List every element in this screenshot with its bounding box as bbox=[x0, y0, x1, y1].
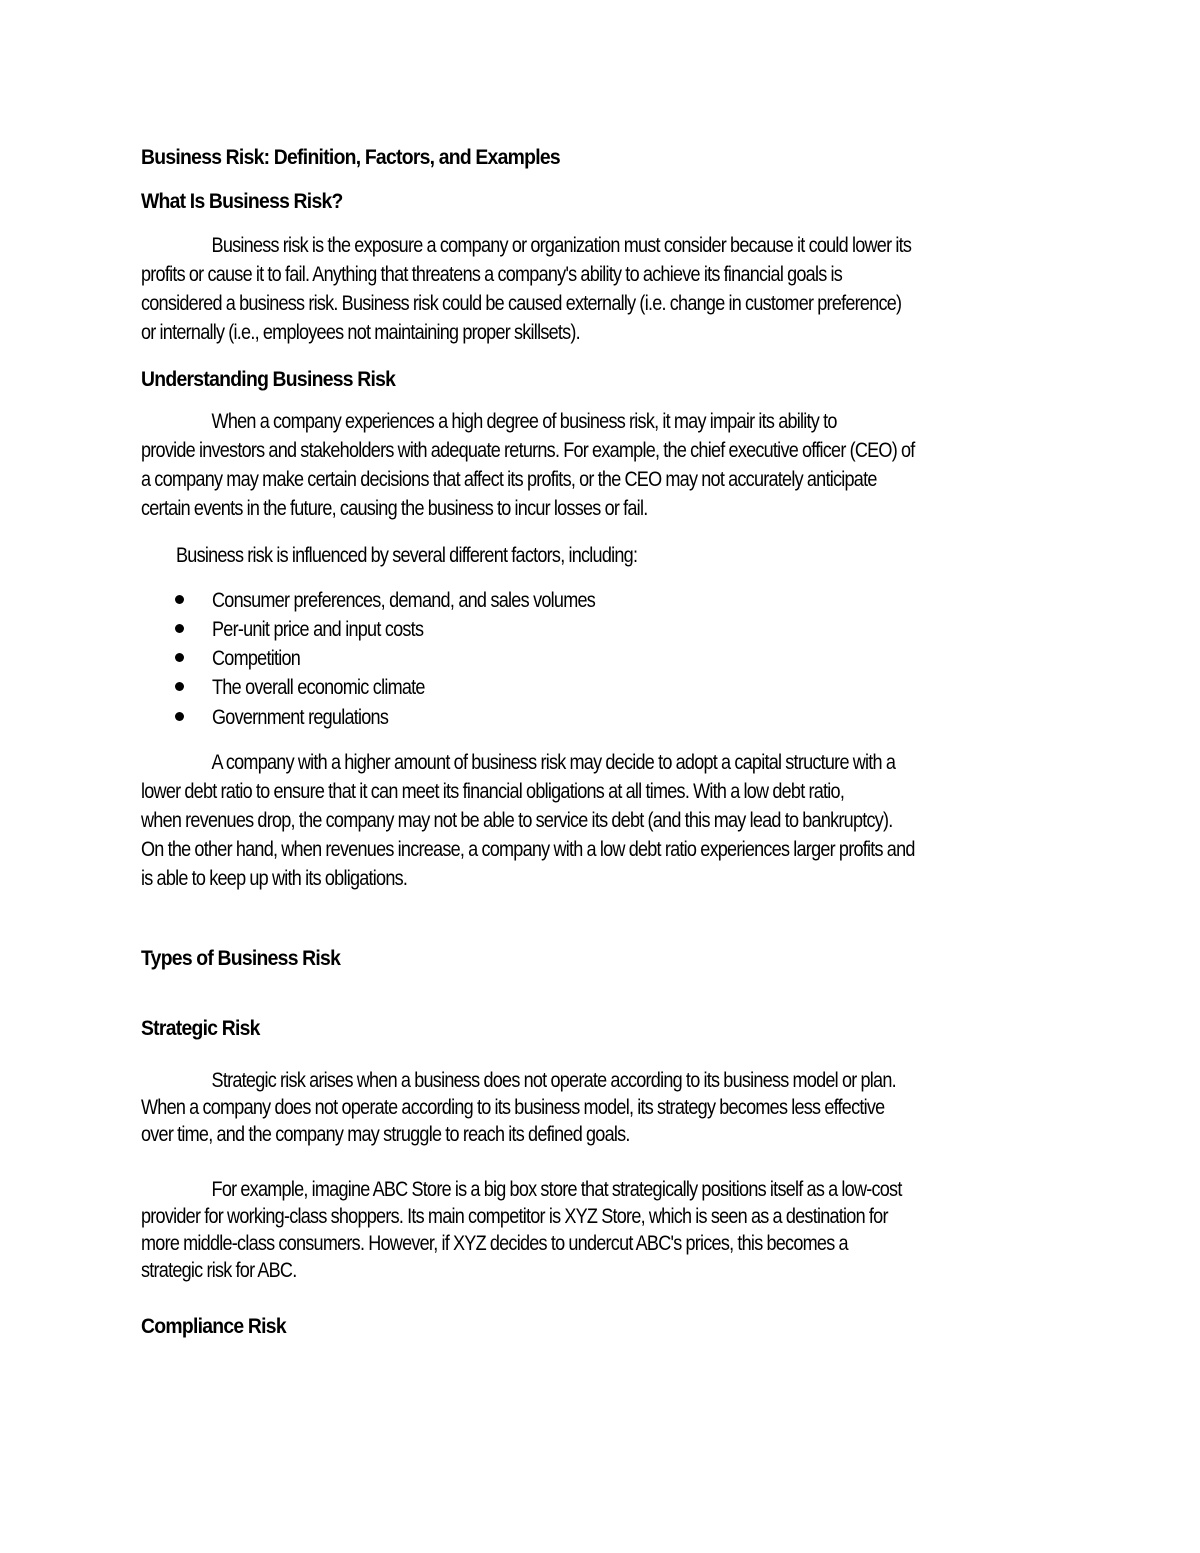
paragraph-strategic-1 bbox=[141, 1067, 1073, 1148]
heading-understanding-business-risk: Understanding Business Risk bbox=[141, 367, 396, 391]
paragraph-line: profits or cause it to fail. Anything that threatens a company's ability to achieve its financial goals is bbox=[141, 262, 843, 286]
list-item-text: Competition bbox=[212, 646, 301, 670]
factors-intro-text: Business risk is influenced by several different factors, including: bbox=[176, 543, 638, 567]
paragraph-line: when revenues drop, the company may not be able to service its debt (and this may lead to bankruptcy). bbox=[141, 808, 893, 832]
paragraph-line: or internally (i.e., employees not maintaining proper skillsets). bbox=[141, 320, 580, 344]
bullet-icon bbox=[175, 653, 184, 662]
paragraph-line: considered a business risk. Business risk could be caused externally (i.e. change in customer preference) bbox=[141, 291, 902, 315]
paragraph-strategic-2 bbox=[141, 1176, 1073, 1284]
paragraph-capital-structure bbox=[141, 748, 1073, 893]
list-item-text: Per-unit price and input costs bbox=[212, 617, 424, 641]
bullet-icon bbox=[175, 595, 184, 604]
paragraph-line: is able to keep up with its obligations. bbox=[141, 866, 408, 890]
bullet-icon bbox=[175, 712, 184, 721]
list-item-text: Government regulations bbox=[212, 705, 389, 729]
paragraph-line: Strategic risk arises when a business does not operate according to its business model or plan. bbox=[211, 1068, 896, 1092]
bullet-icon bbox=[175, 624, 184, 633]
paragraph-line: When a company experiences a high degree of business risk, it may impair its ability to bbox=[211, 409, 837, 433]
paragraph-line: strategic risk for ABC. bbox=[141, 1258, 297, 1282]
paragraph-line: When a company does not operate according to its business model, its strategy becomes less effective bbox=[141, 1095, 885, 1119]
paragraph-line: certain events in the future, causing the business to incur losses or fail. bbox=[141, 496, 648, 520]
bullet-icon bbox=[175, 682, 184, 691]
paragraph-line: Business risk is the exposure a company or organization must consider because it could lower its bbox=[211, 233, 912, 257]
paragraph-line: On the other hand, when revenues increase, a company with a low debt ratio experiences larger profits and bbox=[141, 837, 915, 861]
paragraph-line: a company may make certain decisions that affect its profits, or the CEO may not accurately anticipate bbox=[141, 467, 877, 491]
paragraph-line: provide investors and stakeholders with adequate returns. For example, the chief executive officer (CEO) of bbox=[141, 438, 915, 462]
paragraph-line: A company with a higher amount of business risk may decide to adopt a capital structure with a bbox=[211, 750, 896, 774]
paragraph-line: over time, and the company may struggle to reach its defined goals. bbox=[141, 1122, 630, 1146]
heading-types-of-business-risk: Types of Business Risk bbox=[141, 946, 341, 970]
paragraph-line: provider for working-class shoppers. Its main competitor is XYZ Store, which is seen as a destination for bbox=[141, 1204, 888, 1228]
heading-compliance-risk: Compliance Risk bbox=[141, 1314, 286, 1338]
list-item-text: Consumer preferences, demand, and sales volumes bbox=[212, 588, 596, 612]
heading-strategic-risk: Strategic Risk bbox=[141, 1016, 260, 1040]
paragraph-what-is bbox=[141, 231, 1073, 347]
paragraph-line: more middle-class consumers. However, if XYZ decides to undercut ABC's prices, this becomes a bbox=[141, 1231, 848, 1255]
factors-intro bbox=[176, 541, 1108, 570]
list-item-text: The overall economic climate bbox=[212, 675, 425, 699]
document-title: Business Risk: Definition, Factors, and Examples bbox=[141, 145, 560, 169]
paragraph-line: lower debt ratio to ensure that it can meet its financial obligations at all times. With a low debt ratio, bbox=[141, 779, 845, 803]
paragraph-line: For example, imagine ABC Store is a big box store that strategically positions itself as a low-cost bbox=[211, 1177, 902, 1201]
paragraph-understanding bbox=[141, 407, 1073, 523]
heading-what-is-business-risk: What Is Business Risk? bbox=[141, 189, 343, 213]
